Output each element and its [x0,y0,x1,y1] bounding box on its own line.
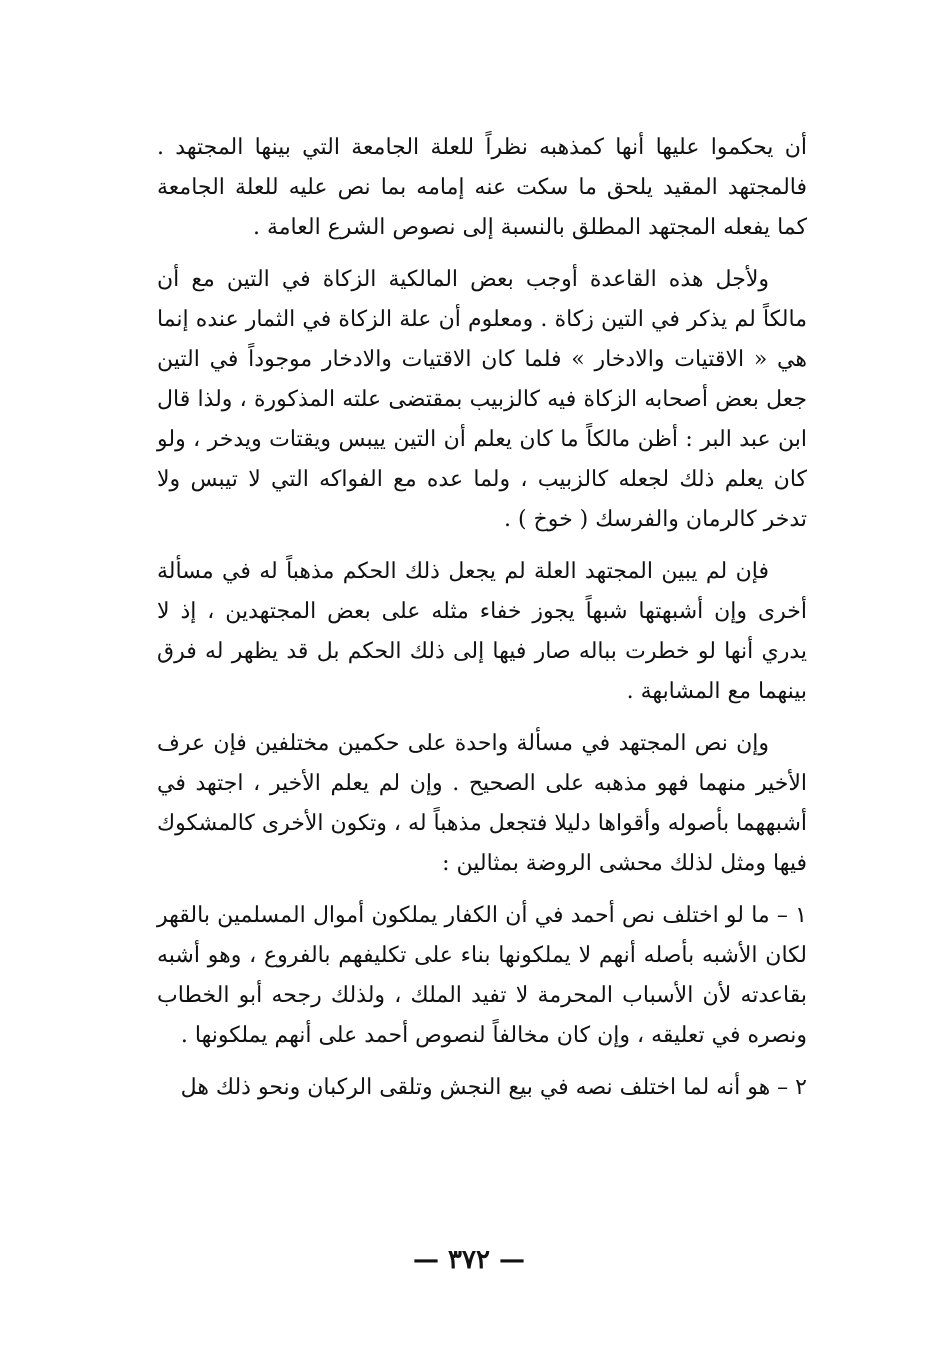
paragraph-3: فإن لم يبين المجتهد العلة لم يجعل ذلك الحكم مذهباً له في مسألة أخرى وإن أشبهتها شبهاً يجوز خفاء مثله على بعض المجتهدين ، إذ لا يدري أنها لو خطرت بباله صار فيها إلى ذلك الحكم بل قد يظهر له فرق بينهما مع المشابهة . [157,559,807,704]
body-text [157,128,807,1120]
paragraph-1: أن يحكموا عليها أنها كمذهبه نظراً للعلة الجامعة التي بينها المجتهد . فالمجتهد المقيد يلحق ما سكت عنه إمامه بما نص عليه للعلة الجامعة كما يفعله المجتهد المطلق بالنسبة إلى نصوص الشرع العامة . [157,135,807,240]
list-item-2: ٢ – هو أنه لما اختلف نصه في بيع النجش وتلقى الركبان ونحو ذلك هل [180,1075,807,1100]
paragraph-4: وإن نص المجتهد في مسألة واحدة على حكمين مختلفين فإن عرف الأخير منهما فهو مذهبه على الصحيح . وإن لم يعلم الأخير ، اجتهد في أشبههما بأصوله وأقواها دليلا فتجعل مذهباً له ، وتكون الأخرى كالمشكوك فيها ومثل لذلك محشى الروضة بمثالين : [157,731,807,876]
page-number: — ٣٧٢ — [412,1245,526,1275]
list-item-1: ١ – ما لو اختلف نص أحمد في أن الكفار يملكون أموال المسلمين بالقهر لكان الأشبه بأصله أنهم لا يملكونها بناء على تكليفهم بالفروع ، وهو أشبه بقاعدته لأن الأسباب المحرمة لا تفيد الملك ، ولذلك رجحه أبو الخطاب ونصره في تعليقه ، وإن كان مخالفاً لنصوص أحمد على أنهم يملكونها . [157,903,807,1048]
paragraph-2: ولأجل هذه القاعدة أوجب بعض المالكية الزكاة في التين مع أن مالكاً لم يذكر في التين زكاة . ومعلوم أن علة الزكاة في الثمار عنده إنما هي « الاقتيات والادخار » فلما كان الاقتيات والادخار موجوداً في التين جعل بعض أصحابه الزكاة فيه كالزبيب بمقتضى علته المذكورة ، ولذا قال ابن عبد البر : أظن مالكاً ما كان يعلم أن التين ييبس ويقتات ويدخر ، ولو كان يعلم ذلك لجعله كالزبيب ، ولما عده مع الفواكه التي لا تيبس ولا تدخر كالرمان والفرسك ( خوخ ) . [157,267,807,532]
